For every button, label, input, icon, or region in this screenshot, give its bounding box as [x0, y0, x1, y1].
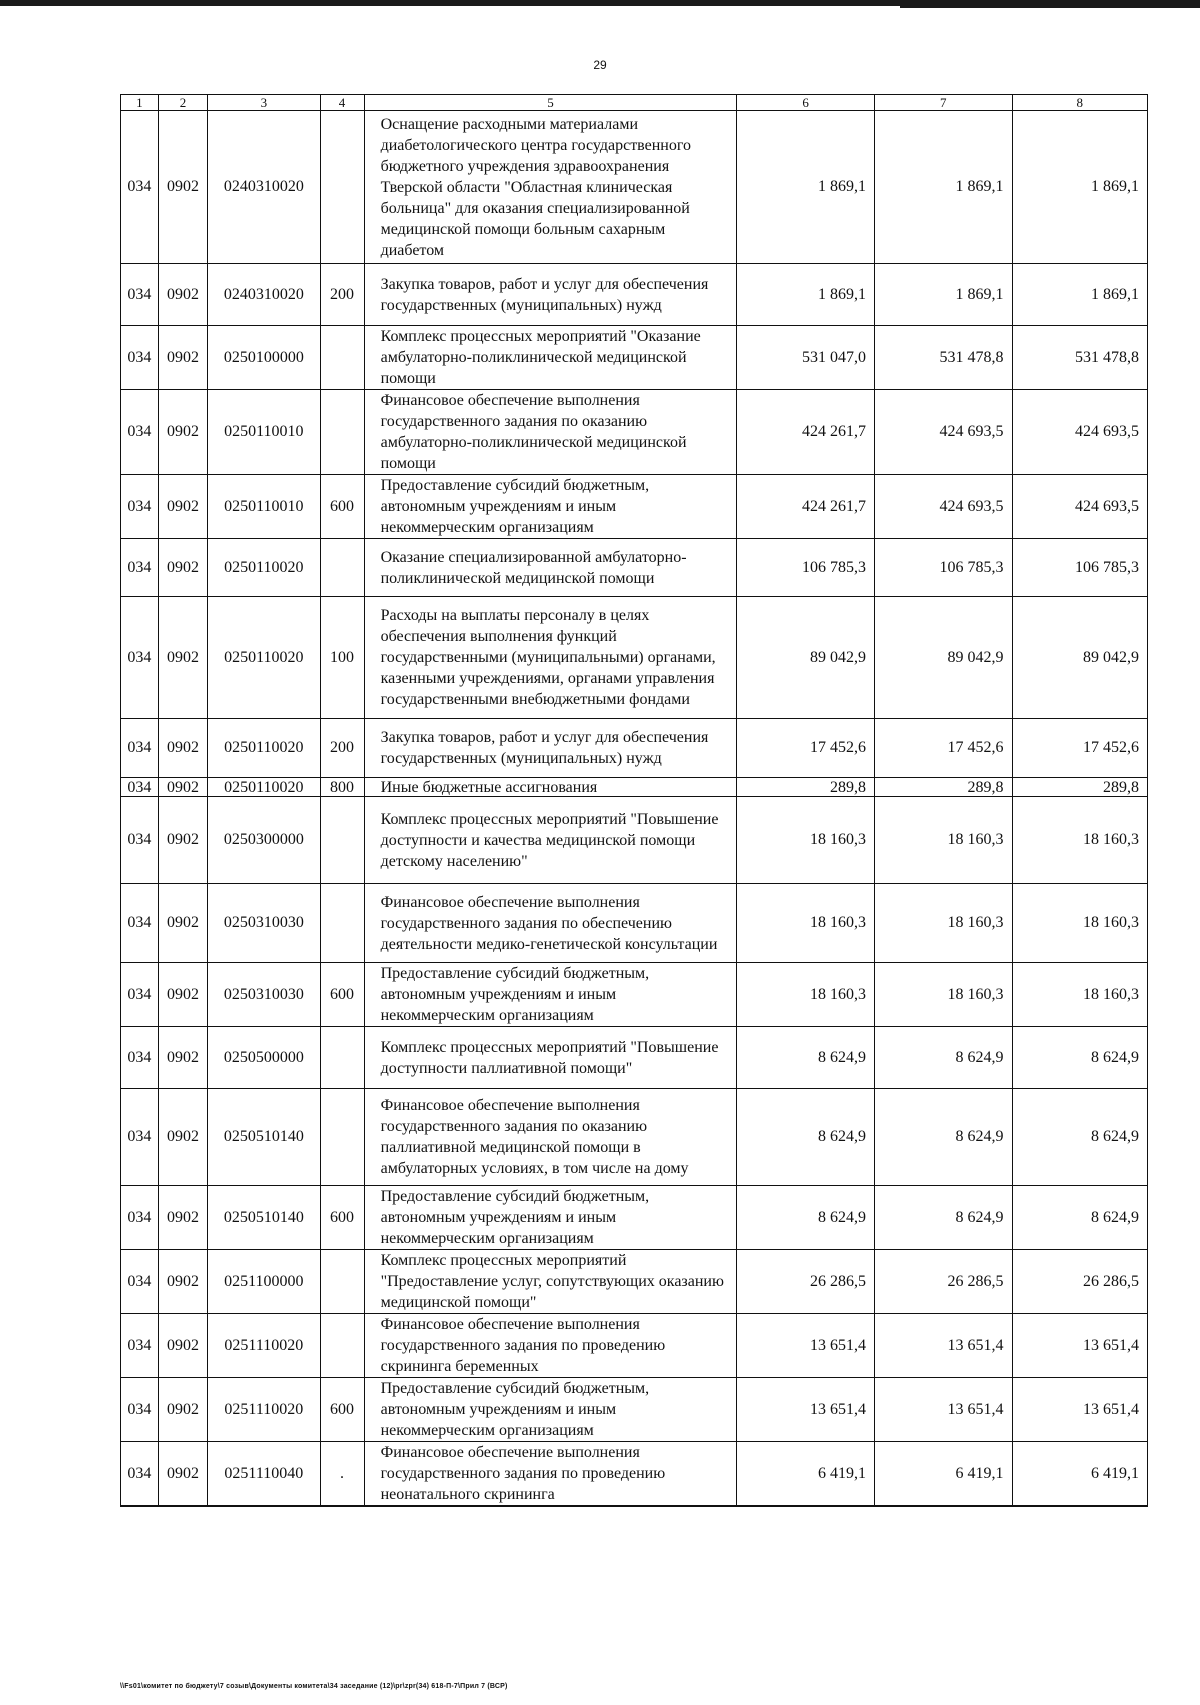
- amount-col7-cell: 13 651,4: [874, 1378, 1012, 1442]
- amount-col6-cell: 424 261,7: [737, 390, 875, 475]
- table-row: [121, 1442, 1148, 1507]
- amount-col6-cell: 18 160,3: [737, 963, 875, 1027]
- expense-type-cell: [320, 111, 364, 264]
- section-code-cell: 0902: [158, 778, 207, 797]
- amount-col7-cell: 26 286,5: [874, 1250, 1012, 1314]
- header-cell: 1: [121, 95, 159, 111]
- expense-type-cell: [320, 1250, 364, 1314]
- amount-col6-cell: 13 651,4: [737, 1314, 875, 1378]
- amount-col8-cell: 13 651,4: [1012, 1314, 1148, 1378]
- item-name-cell: Оказание специализированной амбулаторно-поликлинической медицинской помощи: [364, 539, 737, 597]
- amount-col8-cell: 424 693,5: [1012, 475, 1148, 539]
- section-code-cell: 0902: [158, 1186, 207, 1250]
- target-article-cell: 0250510140: [208, 1186, 320, 1250]
- amount-col8-cell: 8 624,9: [1012, 1186, 1148, 1250]
- amount-col7-cell: 424 693,5: [874, 475, 1012, 539]
- amount-col6-cell: 106 785,3: [737, 539, 875, 597]
- amount-col8-cell: 6 419,1: [1012, 1442, 1148, 1507]
- target-article-cell: 0240310020: [208, 264, 320, 326]
- amount-col8-cell: 1 869,1: [1012, 111, 1148, 264]
- expense-type-cell: 200: [320, 719, 364, 778]
- amount-col6-cell: 289,8: [737, 778, 875, 797]
- amount-col6-cell: 1 869,1: [737, 264, 875, 326]
- target-article-cell: 0251110020: [208, 1378, 320, 1442]
- amount-col6-cell: 1 869,1: [737, 111, 875, 264]
- section-code-cell: 0902: [158, 963, 207, 1027]
- item-name-cell: Оснащение расходными материалами диабетологического центра государственного бюджетного учреждения здравоохранения Тверской области "Областная клиническая больница" для оказания специализированной медицинской помощи больным сахарным диабетом: [364, 111, 737, 264]
- amount-col7-cell: 13 651,4: [874, 1314, 1012, 1378]
- section-code-cell: 0902: [158, 719, 207, 778]
- amount-col8-cell: 89 042,9: [1012, 597, 1148, 719]
- item-name-cell: Финансовое обеспечение выполнения государственного задания по проведению скрининга беременных: [364, 1314, 737, 1378]
- item-name-cell: Комплекс процессных мероприятий "Повышение доступности и качества медицинской помощи детскому населению": [364, 797, 737, 884]
- table-body: [121, 111, 1148, 1507]
- ministry-code-cell: 034: [121, 475, 159, 539]
- item-name-cell: Предоставление субсидий бюджетным, автономным учреждениям и иным некоммерческим организациям: [364, 963, 737, 1027]
- ministry-code-cell: 034: [121, 539, 159, 597]
- top-border-thin: [900, 6, 1200, 8]
- amount-col6-cell: 531 047,0: [737, 326, 875, 390]
- item-name-cell: Комплекс процессных мероприятий "Оказание амбулаторно-поликлинической медицинской помощи: [364, 326, 737, 390]
- section-code-cell: 0902: [158, 475, 207, 539]
- amount-col7-cell: 18 160,3: [874, 963, 1012, 1027]
- target-article-cell: 0240310020: [208, 111, 320, 264]
- expense-type-cell: [320, 326, 364, 390]
- item-name-cell: Комплекс процессных мероприятий "Повышение доступности паллиативной помощи": [364, 1027, 737, 1089]
- amount-col6-cell: 26 286,5: [737, 1250, 875, 1314]
- amount-col8-cell: 13 651,4: [1012, 1378, 1148, 1442]
- ministry-code-cell: 034: [121, 963, 159, 1027]
- expense-type-cell: .: [320, 1442, 364, 1507]
- amount-col7-cell: 424 693,5: [874, 390, 1012, 475]
- target-article-cell: 0250110020: [208, 539, 320, 597]
- amount-col6-cell: 8 624,9: [737, 1089, 875, 1186]
- target-article-cell: 0250110020: [208, 719, 320, 778]
- expense-type-cell: 100: [320, 597, 364, 719]
- header-cell: 3: [208, 95, 320, 111]
- amount-col8-cell: 18 160,3: [1012, 797, 1148, 884]
- section-code-cell: 0902: [158, 1314, 207, 1378]
- amount-col8-cell: 8 624,9: [1012, 1089, 1148, 1186]
- amount-col8-cell: 8 624,9: [1012, 1027, 1148, 1089]
- table-row: [121, 475, 1148, 539]
- amount-col7-cell: 531 478,8: [874, 326, 1012, 390]
- item-name-cell: Закупка товаров, работ и услуг для обеспечения государственных (муниципальных) нужд: [364, 264, 737, 326]
- target-article-cell: 0250110020: [208, 597, 320, 719]
- section-code-cell: 0902: [158, 264, 207, 326]
- ministry-code-cell: 034: [121, 719, 159, 778]
- item-name-cell: Финансовое обеспечение выполнения государственного задания по оказанию амбулаторно-поликлинической медицинской помощи: [364, 390, 737, 475]
- header-cell: 5: [364, 95, 737, 111]
- target-article-cell: 0250110010: [208, 390, 320, 475]
- section-code-cell: 0902: [158, 326, 207, 390]
- target-article-cell: 0251110040: [208, 1442, 320, 1507]
- amount-col7-cell: 18 160,3: [874, 797, 1012, 884]
- table-row: [121, 326, 1148, 390]
- table-row: [121, 1089, 1148, 1186]
- amount-col6-cell: 13 651,4: [737, 1378, 875, 1442]
- expense-type-cell: 600: [320, 475, 364, 539]
- ministry-code-cell: 034: [121, 1250, 159, 1314]
- amount-col8-cell: 26 286,5: [1012, 1250, 1148, 1314]
- amount-col8-cell: 17 452,6: [1012, 719, 1148, 778]
- table-row: [121, 264, 1148, 326]
- table-row: [121, 884, 1148, 963]
- item-name-cell: Финансовое обеспечение выполнения государственного задания по обеспечению деятельности медико-генетической консультации: [364, 884, 737, 963]
- amount-col7-cell: 106 785,3: [874, 539, 1012, 597]
- amount-col8-cell: 18 160,3: [1012, 884, 1148, 963]
- amount-col8-cell: 1 869,1: [1012, 264, 1148, 326]
- ministry-code-cell: 034: [121, 597, 159, 719]
- item-name-cell: Комплекс процессных мероприятий "Предоставление услуг, сопутствующих оказанию медицинской помощи": [364, 1250, 737, 1314]
- header-cell: 6: [737, 95, 875, 111]
- target-article-cell: 0250300000: [208, 797, 320, 884]
- target-article-cell: 0251100000: [208, 1250, 320, 1314]
- item-name-cell: Финансовое обеспечение выполнения государственного задания по оказанию паллиативной медицинской помощи в амбулаторных условиях, в том числе на дому: [364, 1089, 737, 1186]
- expense-type-cell: [320, 539, 364, 597]
- header-row: [121, 95, 1148, 111]
- amount-col7-cell: 289,8: [874, 778, 1012, 797]
- header-cell: 2: [158, 95, 207, 111]
- amount-col6-cell: 89 042,9: [737, 597, 875, 719]
- amount-col6-cell: 8 624,9: [737, 1186, 875, 1250]
- amount-col8-cell: 531 478,8: [1012, 326, 1148, 390]
- expense-type-cell: [320, 884, 364, 963]
- table-row: [121, 1314, 1148, 1378]
- ministry-code-cell: 034: [121, 778, 159, 797]
- target-article-cell: 0250100000: [208, 326, 320, 390]
- expense-type-cell: [320, 1089, 364, 1186]
- table-row: [121, 719, 1148, 778]
- amount-col6-cell: 17 452,6: [737, 719, 875, 778]
- table-row: [121, 597, 1148, 719]
- table-row: [121, 1027, 1148, 1089]
- amount-col7-cell: 8 624,9: [874, 1027, 1012, 1089]
- expense-type-cell: 600: [320, 963, 364, 1027]
- section-code-cell: 0902: [158, 1378, 207, 1442]
- table-row: [121, 778, 1148, 797]
- section-code-cell: 0902: [158, 111, 207, 264]
- item-name-cell: Предоставление субсидий бюджетным, автономным учреждениям и иным некоммерческим организациям: [364, 1378, 737, 1442]
- ministry-code-cell: 034: [121, 1089, 159, 1186]
- table-row: [121, 1186, 1148, 1250]
- section-code-cell: 0902: [158, 1442, 207, 1507]
- target-article-cell: 0250510140: [208, 1089, 320, 1186]
- amount-col6-cell: 8 624,9: [737, 1027, 875, 1089]
- ministry-code-cell: 034: [121, 1378, 159, 1442]
- table-row: [121, 963, 1148, 1027]
- ministry-code-cell: 034: [121, 111, 159, 264]
- section-code-cell: 0902: [158, 390, 207, 475]
- amount-col8-cell: 18 160,3: [1012, 963, 1148, 1027]
- section-code-cell: 0902: [158, 797, 207, 884]
- amount-col8-cell: 106 785,3: [1012, 539, 1148, 597]
- amount-col6-cell: 6 419,1: [737, 1442, 875, 1507]
- amount-col7-cell: 6 419,1: [874, 1442, 1012, 1507]
- expense-type-cell: [320, 390, 364, 475]
- section-code-cell: 0902: [158, 597, 207, 719]
- table-row: [121, 1378, 1148, 1442]
- section-code-cell: 0902: [158, 539, 207, 597]
- amount-col8-cell: 424 693,5: [1012, 390, 1148, 475]
- page-number: 29: [593, 58, 607, 72]
- target-article-cell: 0250110010: [208, 475, 320, 539]
- ministry-code-cell: 034: [121, 797, 159, 884]
- ministry-code-cell: 034: [121, 1314, 159, 1378]
- expense-type-cell: [320, 1314, 364, 1378]
- table-row: [121, 111, 1148, 264]
- expense-type-cell: [320, 1027, 364, 1089]
- amount-col7-cell: 8 624,9: [874, 1186, 1012, 1250]
- expense-type-cell: 600: [320, 1186, 364, 1250]
- amount-col7-cell: 8 624,9: [874, 1089, 1012, 1186]
- amount-col7-cell: 17 452,6: [874, 719, 1012, 778]
- table-row: [121, 539, 1148, 597]
- amount-col6-cell: 424 261,7: [737, 475, 875, 539]
- target-article-cell: 0250110020: [208, 778, 320, 797]
- header-cell: 8: [1012, 95, 1148, 111]
- table-row: [121, 797, 1148, 884]
- item-name-cell: Расходы на выплаты персоналу в целях обеспечения выполнения функций государственными (муниципальными) органами, казенными учреждениями, органами управления государственными внебюджетными фондами: [364, 597, 737, 719]
- amount-col6-cell: 18 160,3: [737, 884, 875, 963]
- expense-type-cell: 800: [320, 778, 364, 797]
- target-article-cell: 0250310030: [208, 884, 320, 963]
- target-article-cell: 0251110020: [208, 1314, 320, 1378]
- item-name-cell: Иные бюджетные ассигнования: [364, 778, 737, 797]
- expense-type-cell: 600: [320, 1378, 364, 1442]
- amount-col7-cell: 18 160,3: [874, 884, 1012, 963]
- item-name-cell: Закупка товаров, работ и услуг для обеспечения государственных (муниципальных) нужд: [364, 719, 737, 778]
- ministry-code-cell: 034: [121, 390, 159, 475]
- expense-type-cell: 200: [320, 264, 364, 326]
- table-row: [121, 1250, 1148, 1314]
- budget-table: [120, 94, 1148, 1507]
- target-article-cell: 0250310030: [208, 963, 320, 1027]
- item-name-cell: Предоставление субсидий бюджетным, автономным учреждениям и иным некоммерческим организациям: [364, 475, 737, 539]
- expense-type-cell: [320, 797, 364, 884]
- ministry-code-cell: 034: [121, 1027, 159, 1089]
- ministry-code-cell: 034: [121, 1186, 159, 1250]
- amount-col7-cell: 89 042,9: [874, 597, 1012, 719]
- table-row: [121, 390, 1148, 475]
- target-article-cell: 0250500000: [208, 1027, 320, 1089]
- amount-col6-cell: 18 160,3: [737, 797, 875, 884]
- header-cell: 4: [320, 95, 364, 111]
- header-cell: 7: [874, 95, 1012, 111]
- item-name-cell: Финансовое обеспечение выполнения государственного задания по проведению неонатального скрининга: [364, 1442, 737, 1507]
- section-code-cell: 0902: [158, 1027, 207, 1089]
- ministry-code-cell: 034: [121, 326, 159, 390]
- section-code-cell: 0902: [158, 1250, 207, 1314]
- amount-col8-cell: 289,8: [1012, 778, 1148, 797]
- section-code-cell: 0902: [158, 1089, 207, 1186]
- ministry-code-cell: 034: [121, 264, 159, 326]
- ministry-code-cell: 034: [121, 1442, 159, 1507]
- section-code-cell: 0902: [158, 884, 207, 963]
- amount-col7-cell: 1 869,1: [874, 111, 1012, 264]
- amount-col7-cell: 1 869,1: [874, 264, 1012, 326]
- ministry-code-cell: 034: [121, 884, 159, 963]
- file-path-footer: \\Fs01\комитет по бюджету\7 созыв\Документы комитета\34 заседание (12)\pr\zpr(34) 618-П-7\Прил 7 (ВСР): [120, 1683, 508, 1690]
- item-name-cell: Предоставление субсидий бюджетным, автономным учреждениям и иным некоммерческим организациям: [364, 1186, 737, 1250]
